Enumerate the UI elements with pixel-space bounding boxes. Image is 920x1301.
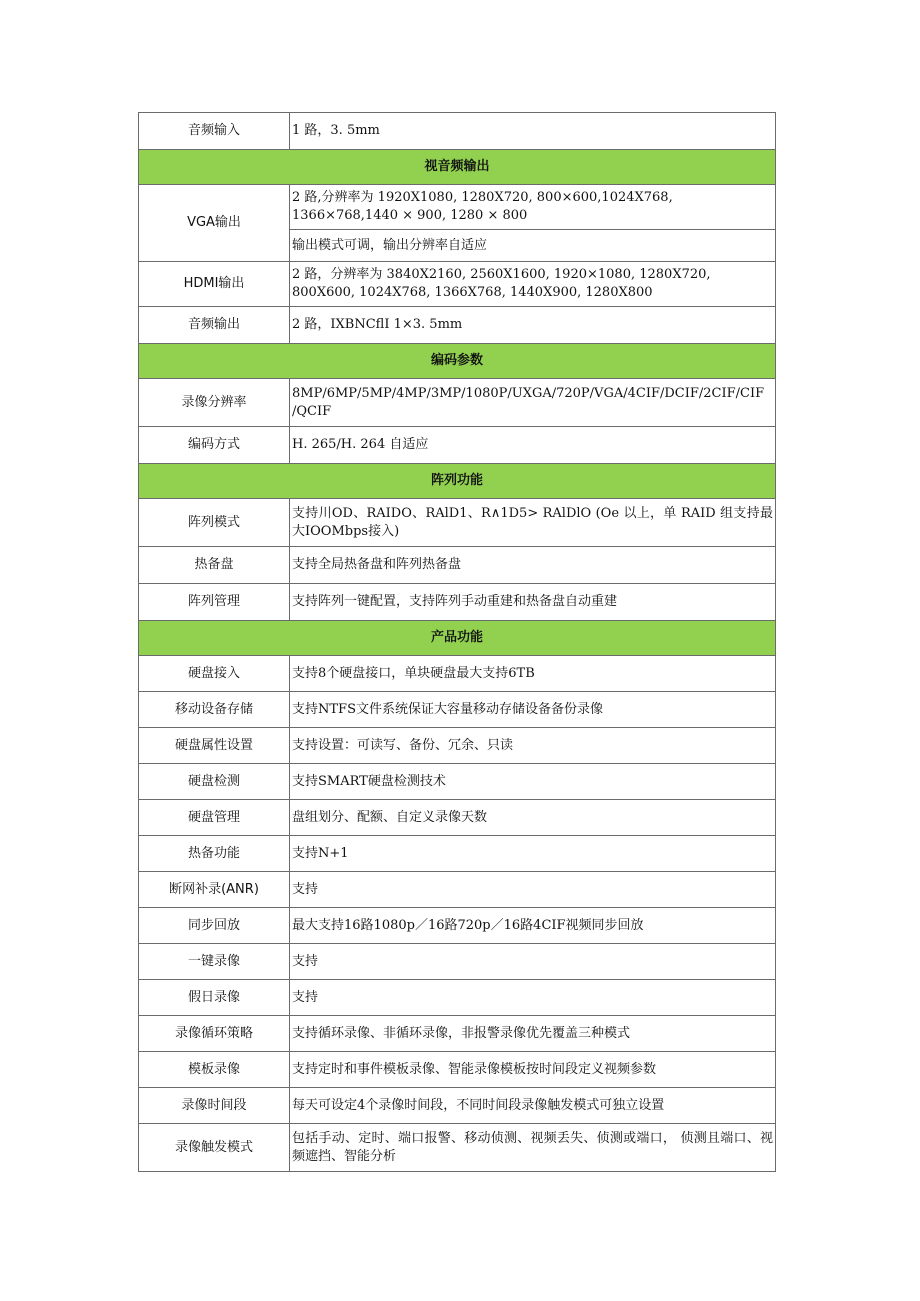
section-header: 视音频输出 <box>139 150 776 185</box>
row-value: 支持循环录像、非循环录像，非报警录像优先覆盖三种模式 <box>290 1016 776 1052</box>
row-label: VGA输出 <box>139 185 290 262</box>
row-label: 录像触发模式 <box>139 1124 290 1172</box>
row-value: 2 路，分辨率为 3840X2160, 2560X1600, 1920×1080, 1280X720, 800X600, 1024X768, 1366X768, 1440X900, 1280X800 <box>290 262 776 307</box>
table-row <box>139 307 776 344</box>
table-row <box>139 908 776 944</box>
row-label: 录像循环策略 <box>139 1016 290 1052</box>
table-row <box>139 764 776 800</box>
section-header-row <box>139 464 776 499</box>
table-row <box>139 872 776 908</box>
table-row <box>139 584 776 621</box>
row-value: 支持 <box>290 944 776 980</box>
row-label: 移动设备存储 <box>139 692 290 728</box>
table-row <box>139 262 776 307</box>
row-value: 支持8个硬盘接口，单块硬盘最大支持6TB <box>290 656 776 692</box>
row-value: 2 路,分辨率为 1920X1080, 1280X720, 800×600,1024X768, 1366×768,1440 × 900, 1280 × 800 <box>290 185 776 230</box>
row-label: 阵列管理 <box>139 584 290 621</box>
table-row <box>139 1052 776 1088</box>
row-value: 支持定时和事件模板录像、智能录像模板按时间段定义视频参数 <box>290 1052 776 1088</box>
table-row <box>139 980 776 1016</box>
section-header-row <box>139 344 776 379</box>
row-value: 支持 <box>290 980 776 1016</box>
section-header: 阵列功能 <box>139 464 776 499</box>
table-row <box>139 836 776 872</box>
table-row <box>139 547 776 584</box>
row-value: 输出模式可调，输出分辨率自适应 <box>290 230 776 262</box>
row-label: 阵列模式 <box>139 499 290 547</box>
table-row <box>139 944 776 980</box>
table-row <box>139 185 776 230</box>
row-value: 支持N+1 <box>290 836 776 872</box>
table-row <box>139 800 776 836</box>
row-value: 包括手动、定时、端口报警、移动侦测、视频丢失、侦测或端口， 侦测且端口、视频遮挡、智能分析 <box>290 1124 776 1172</box>
spec-table <box>138 112 776 1172</box>
row-label: 硬盘属性设置 <box>139 728 290 764</box>
row-label: 编码方式 <box>139 427 290 464</box>
row-value: 最大支持16路1080p／16路720p／16路4CIF视频同步回放 <box>290 908 776 944</box>
row-value: 支持川OD、RAIDO、RAlD1、R∧1D5> RAlDlO (Oe 以上，单 RAID 组支持最大IOOMbps接入) <box>290 499 776 547</box>
row-value: 每天可设定4个录像时间段，不同时间段录像触发模式可独立设置 <box>290 1088 776 1124</box>
table-row <box>139 1124 776 1172</box>
row-label: 音频输入 <box>139 113 290 150</box>
row-label: 一键录像 <box>139 944 290 980</box>
table-row <box>139 379 776 427</box>
row-value: 支持NTFS文件系统保证大容量移动存储设备备份录像 <box>290 692 776 728</box>
section-header-row <box>139 150 776 185</box>
row-value: 支持设置：可读写、备份、冗余、只读 <box>290 728 776 764</box>
section-header-row <box>139 621 776 656</box>
row-label: 录像时间段 <box>139 1088 290 1124</box>
row-value: 支持全局热备盘和阵列热备盘 <box>290 547 776 584</box>
row-value: H. 265/H. 264 自适应 <box>290 427 776 464</box>
section-header: 产品功能 <box>139 621 776 656</box>
row-value: 支持 <box>290 872 776 908</box>
row-label: 硬盘检测 <box>139 764 290 800</box>
section-header: 编码参数 <box>139 344 776 379</box>
row-label: 硬盘管理 <box>139 800 290 836</box>
row-value: 盘组划分、配额、自定义录像天数 <box>290 800 776 836</box>
table-row <box>139 427 776 464</box>
row-value: 2 路，IXBNCflI 1×3. 5mm <box>290 307 776 344</box>
row-value: 支持阵列一键配置，支持阵列手动重建和热备盘自动重建 <box>290 584 776 621</box>
table-row <box>139 692 776 728</box>
row-label: HDMI输出 <box>139 262 290 307</box>
row-value: 支持SMART硬盘检测技术 <box>290 764 776 800</box>
row-label: 热备盘 <box>139 547 290 584</box>
row-label: 断网补录(ANR) <box>139 872 290 908</box>
row-label: 热备功能 <box>139 836 290 872</box>
row-value: 1 路，3. 5mm <box>290 113 776 150</box>
table-row <box>139 1088 776 1124</box>
row-label: 假日录像 <box>139 980 290 1016</box>
table-row <box>139 499 776 547</box>
row-value: 8MP/6MP/5MP/4MP/3MP/1080P/UXGA/720P/VGA/4CIF/DCIF/2CIF/CIF /QCIF <box>290 379 776 427</box>
table-row <box>139 728 776 764</box>
table-row <box>139 113 776 150</box>
table-row <box>139 1016 776 1052</box>
row-label: 音频输出 <box>139 307 290 344</box>
row-label: 模板录像 <box>139 1052 290 1088</box>
row-label: 硬盘接入 <box>139 656 290 692</box>
row-label: 录像分辨率 <box>139 379 290 427</box>
row-label: 同步回放 <box>139 908 290 944</box>
table-row <box>139 656 776 692</box>
